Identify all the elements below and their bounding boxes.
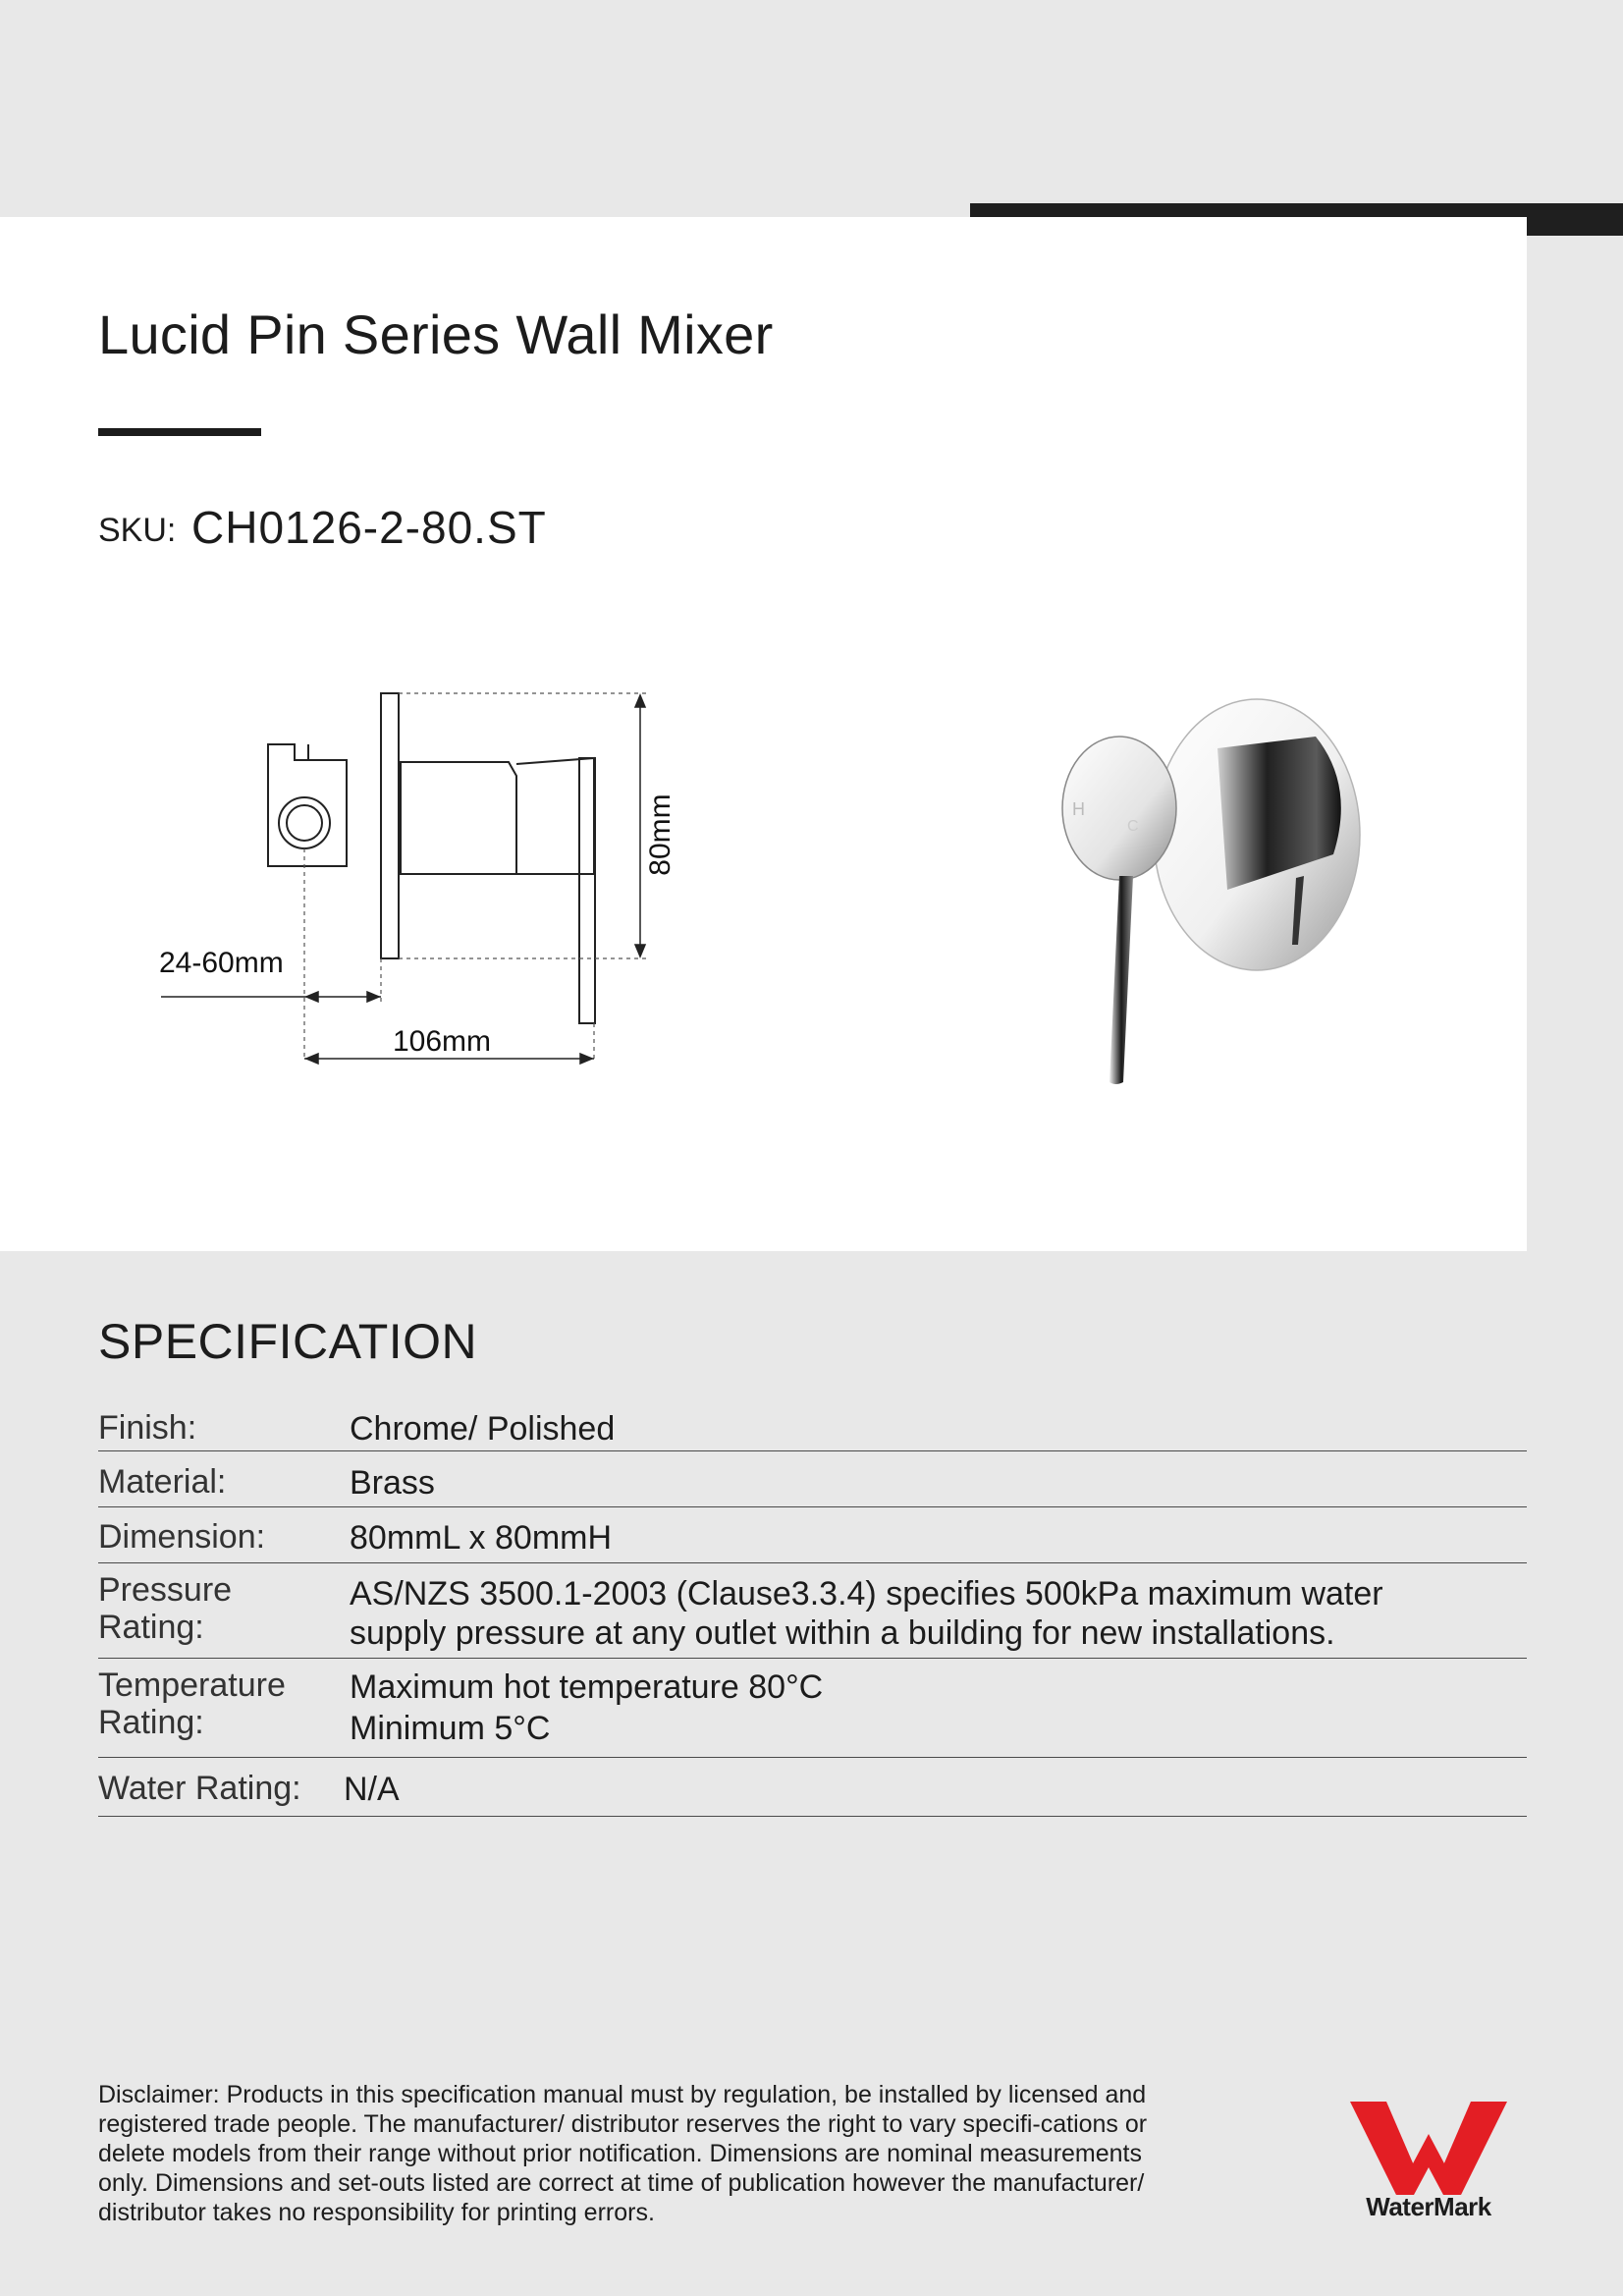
- specification-heading: SPECIFICATION: [98, 1314, 478, 1369]
- spec-key: Water Rating:: [98, 1770, 301, 1807]
- dim-length-label: 106mm: [392, 1025, 492, 1058]
- specification-table: [98, 1399, 1527, 1817]
- watermark-logo-text: WaterMark: [1366, 2192, 1491, 2221]
- svg-text:H: H: [1072, 799, 1085, 819]
- spec-value: Chrome/ Polished: [350, 1410, 616, 1448]
- product-title: Lucid Pin Series Wall Mixer: [98, 303, 774, 365]
- svg-text:C: C: [1127, 818, 1139, 835]
- technical-drawing: [147, 678, 697, 1080]
- spec-value: N/A: [344, 1771, 400, 1808]
- sku-value: CH0126-2-80.ST: [191, 502, 547, 553]
- dim-height-label: 80mm: [644, 793, 676, 876]
- spec-key: Material:: [98, 1463, 227, 1501]
- spec-row-temperature-rating: [98, 1659, 1527, 1758]
- spec-row-finish: [98, 1399, 1527, 1451]
- top-band: [0, 0, 1623, 217]
- spec-key: Dimension:: [98, 1518, 266, 1556]
- sku-label: SKU:: [98, 512, 177, 549]
- spec-key: Temperature Rating:: [98, 1667, 286, 1741]
- title-underline: [98, 428, 261, 436]
- spec-key: Pressure Rating:: [98, 1571, 233, 1646]
- spec-value: 80mmL x 80mmH: [350, 1519, 613, 1557]
- spec-key: Finish:: [98, 1409, 197, 1447]
- dim-depth-label: 24-60mm: [159, 947, 284, 979]
- spec-value: AS/NZS 3500.1-2003 (Clause3.3.4) specifies 500kPa maximum water supply pressure at any outlet within a building for new installations.: [350, 1575, 1383, 1652]
- spec-value: Brass: [350, 1464, 435, 1502]
- spec-row-water-rating: [98, 1758, 1527, 1817]
- product-photo: [1021, 658, 1375, 1090]
- spec-row-dimension: [98, 1507, 1527, 1563]
- spec-row-material: [98, 1451, 1527, 1507]
- spec-row-pressure-rating: [98, 1563, 1527, 1659]
- disclaimer-text: Disclaimer: Products in this specification manual must by regulation, be installed by licensed and registered trade people. The manufacturer/ distributor reserves the right to vary specifi-cations or delete models from their range without prior notification. Dimensions are nominal measurements only. Dimensions and set-outs listed are correct at time of publication however the manufacturer/ distributor takes no responsibility for printing errors.: [98, 2081, 1148, 2226]
- spec-value: Maximum hot temperature 80°C Minimum 5°C: [350, 1668, 824, 1747]
